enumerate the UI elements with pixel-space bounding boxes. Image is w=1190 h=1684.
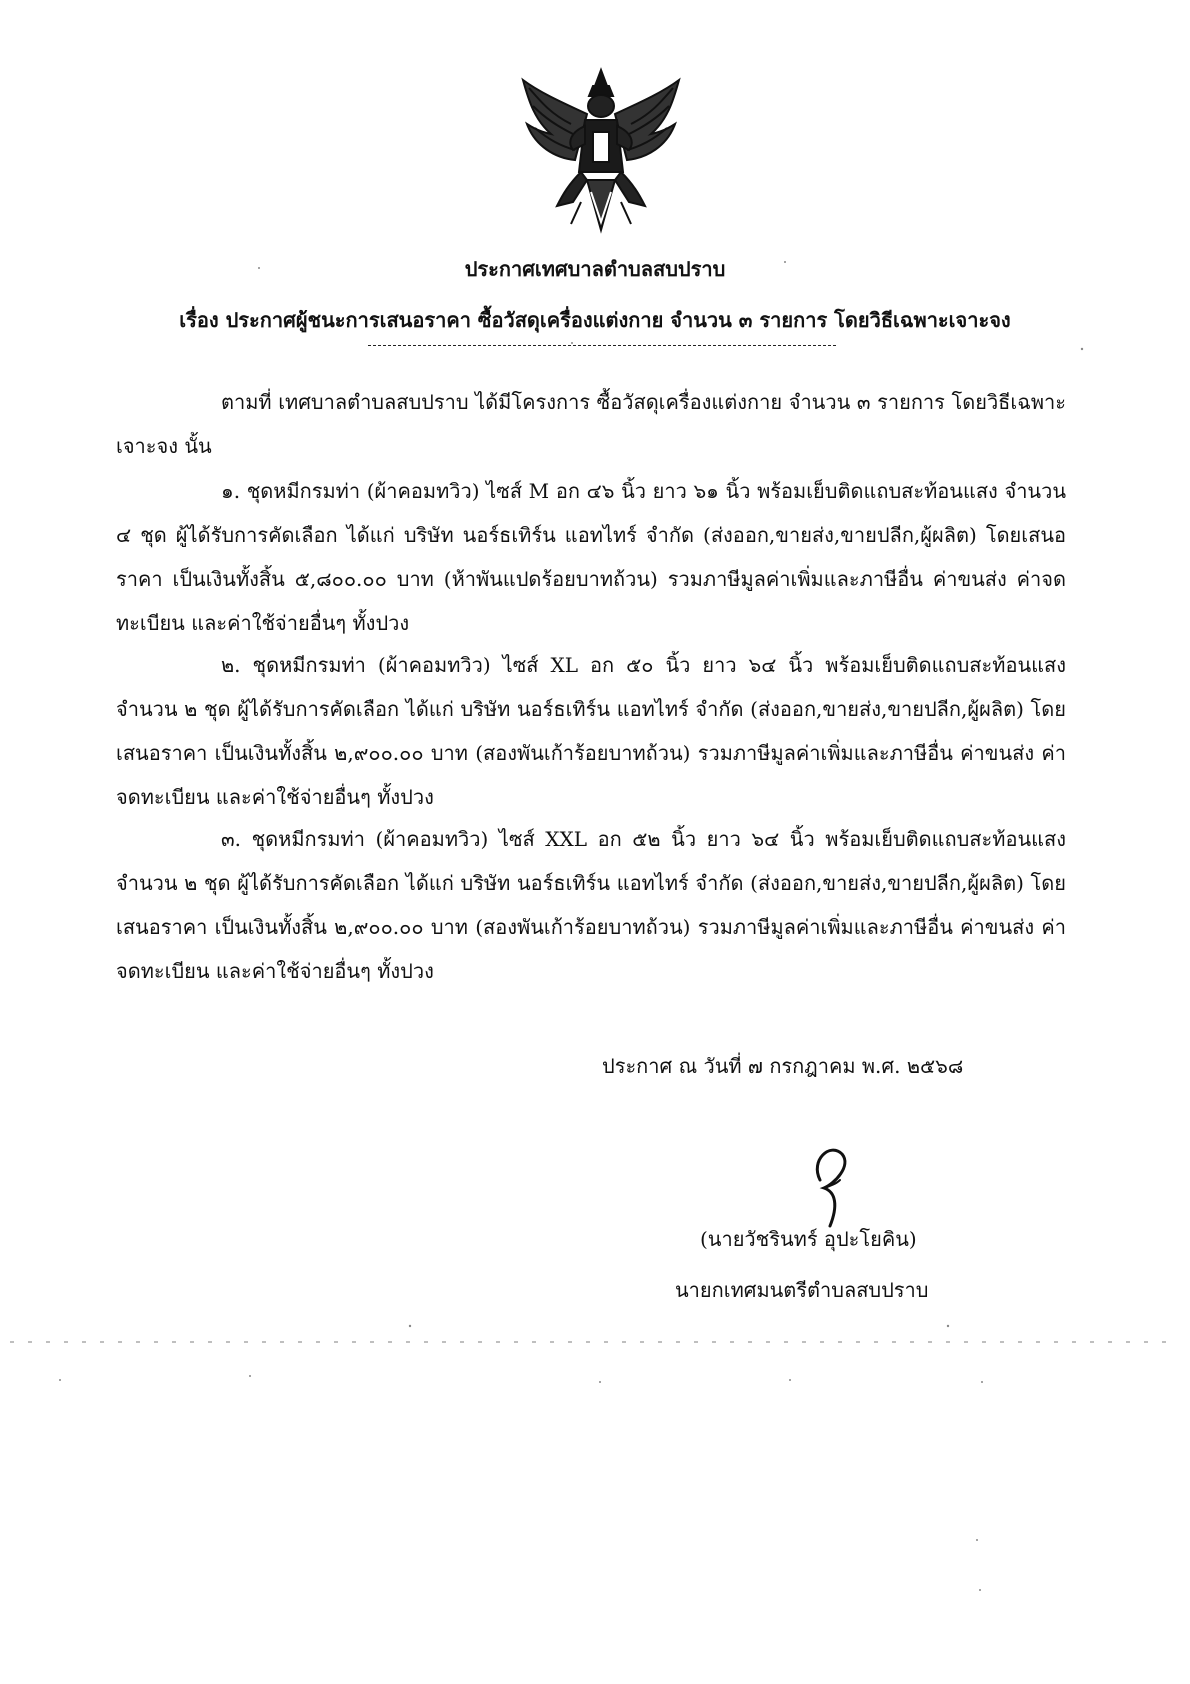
handwritten-signature	[790, 1140, 880, 1230]
item-paragraph-2	[116, 643, 1066, 819]
intro-paragraph	[116, 380, 1066, 468]
item-text-2: ๒. ชุดหมีกรมท่า (ผ้าคอมทวิว) ไซส์ XL อก ๕๐ นิ้ว ยาว ๖๔ นิ้ว พร้อมเย็บติดแถบสะท้อนแสง จำนวน ๒ ชุด ผู้ได้รับการคัดเลือก ได้แก่ บริษัท นอร์ธเทิร์น แอทไทร์ จำกัด (ส่งออก,ขายส่ง,ขายปลีก,ผู้ผลิต) โดยเสนอราคา เป็นเงินทั้งสิ้น ๒,๙๐๐.๐๐ บาท (สองพันเก้าร้อยบาทถ้วน) รวมภาษีมูลค่าเพิ่มและภาษีอื่น ค่าขนส่ง ค่าจดทะเบียน และค่าใช้จ่ายอื่นๆ ทั้งปวง	[116, 653, 1066, 809]
item-text-1: ๑. ชุดหมีกรมท่า (ผ้าคอมทวิว) ไซส์ M อก ๔๖ นิ้ว ยาว ๖๑ นิ้ว พร้อมเย็บติดแถบสะท้อนแสง จำนวน ๔ ชุด ผู้ได้รับการคัดเลือก ได้แก่ บริษัท นอร์ธเทิร์น แอทไทร์ จำกัด (ส่งออก,ขายส่ง,ขายปลีก,ผู้ผลิต) โดยเสนอราคา เป็นเงินทั้งสิ้น ๕,๘๐๐.๐๐ บาท (ห้าพันแปดร้อยบาทถ้วน) รวมภาษีมูลค่าเพิ่มและภาษีอื่น ค่าขนส่ง ค่าจดทะเบียน และค่าใช้จ่ายอื่นๆ ทั้งปวง	[116, 479, 1066, 635]
signer-position: นายกเทศมนตรีตำบลสบปราบ	[675, 1278, 929, 1302]
item-paragraph-3	[116, 817, 1066, 993]
garuda-emblem-icon	[511, 62, 691, 242]
item-paragraph-1	[116, 469, 1066, 645]
dashed-divider	[368, 345, 836, 346]
item-text-3: ๓. ชุดหมีกรมท่า (ผ้าคอมทวิว) ไซส์ XXL อก ๕๒ นิ้ว ยาว ๖๔ นิ้ว พร้อมเย็บติดแถบสะท้อนแสง จำนวน ๒ ชุด ผู้ได้รับการคัดเลือก ได้แก่ บริษัท นอร์ธเทิร์น แอทไทร์ จำกัด (ส่งออก,ขายส่ง,ขายปลีก,ผู้ผลิต) โดยเสนอราคา เป็นเงินทั้งสิ้น ๒,๙๐๐.๐๐ บาท (สองพันเก้าร้อยบาทถ้วน) รวมภาษีมูลค่าเพิ่มและภาษีอื่น ค่าขนส่ง ค่าจดทะเบียน และค่าใช้จ่ายอื่นๆ ทั้งปวง	[116, 827, 1066, 983]
signer-name: (นายวัชรินทร์ อุปะโยคิน)	[700, 1227, 917, 1251]
announcement-date: ประกาศ ณ วันที่ ๗ กรกฎาคม พ.ศ. ๒๕๖๘	[602, 1054, 964, 1078]
intro-text: ตามที่ เทศบาลตำบลสบปราบ ได้มีโครงการ ซื้อวัสดุเครื่องแต่งกาย จำนวน ๓ รายการ โดยวิธีเฉพาะเจาะจง นั้น	[116, 390, 1066, 458]
agency-title: ประกาศเทศบาลตำบลสบปราบ	[464, 257, 726, 281]
document-subject: เรื่อง ประกาศผู้ชนะการเสนอราคา ซื้อวัสดุเครื่องแต่งกาย จำนวน ๓ รายการ โดยวิธีเฉพาะเจาะจง	[179, 308, 1011, 332]
